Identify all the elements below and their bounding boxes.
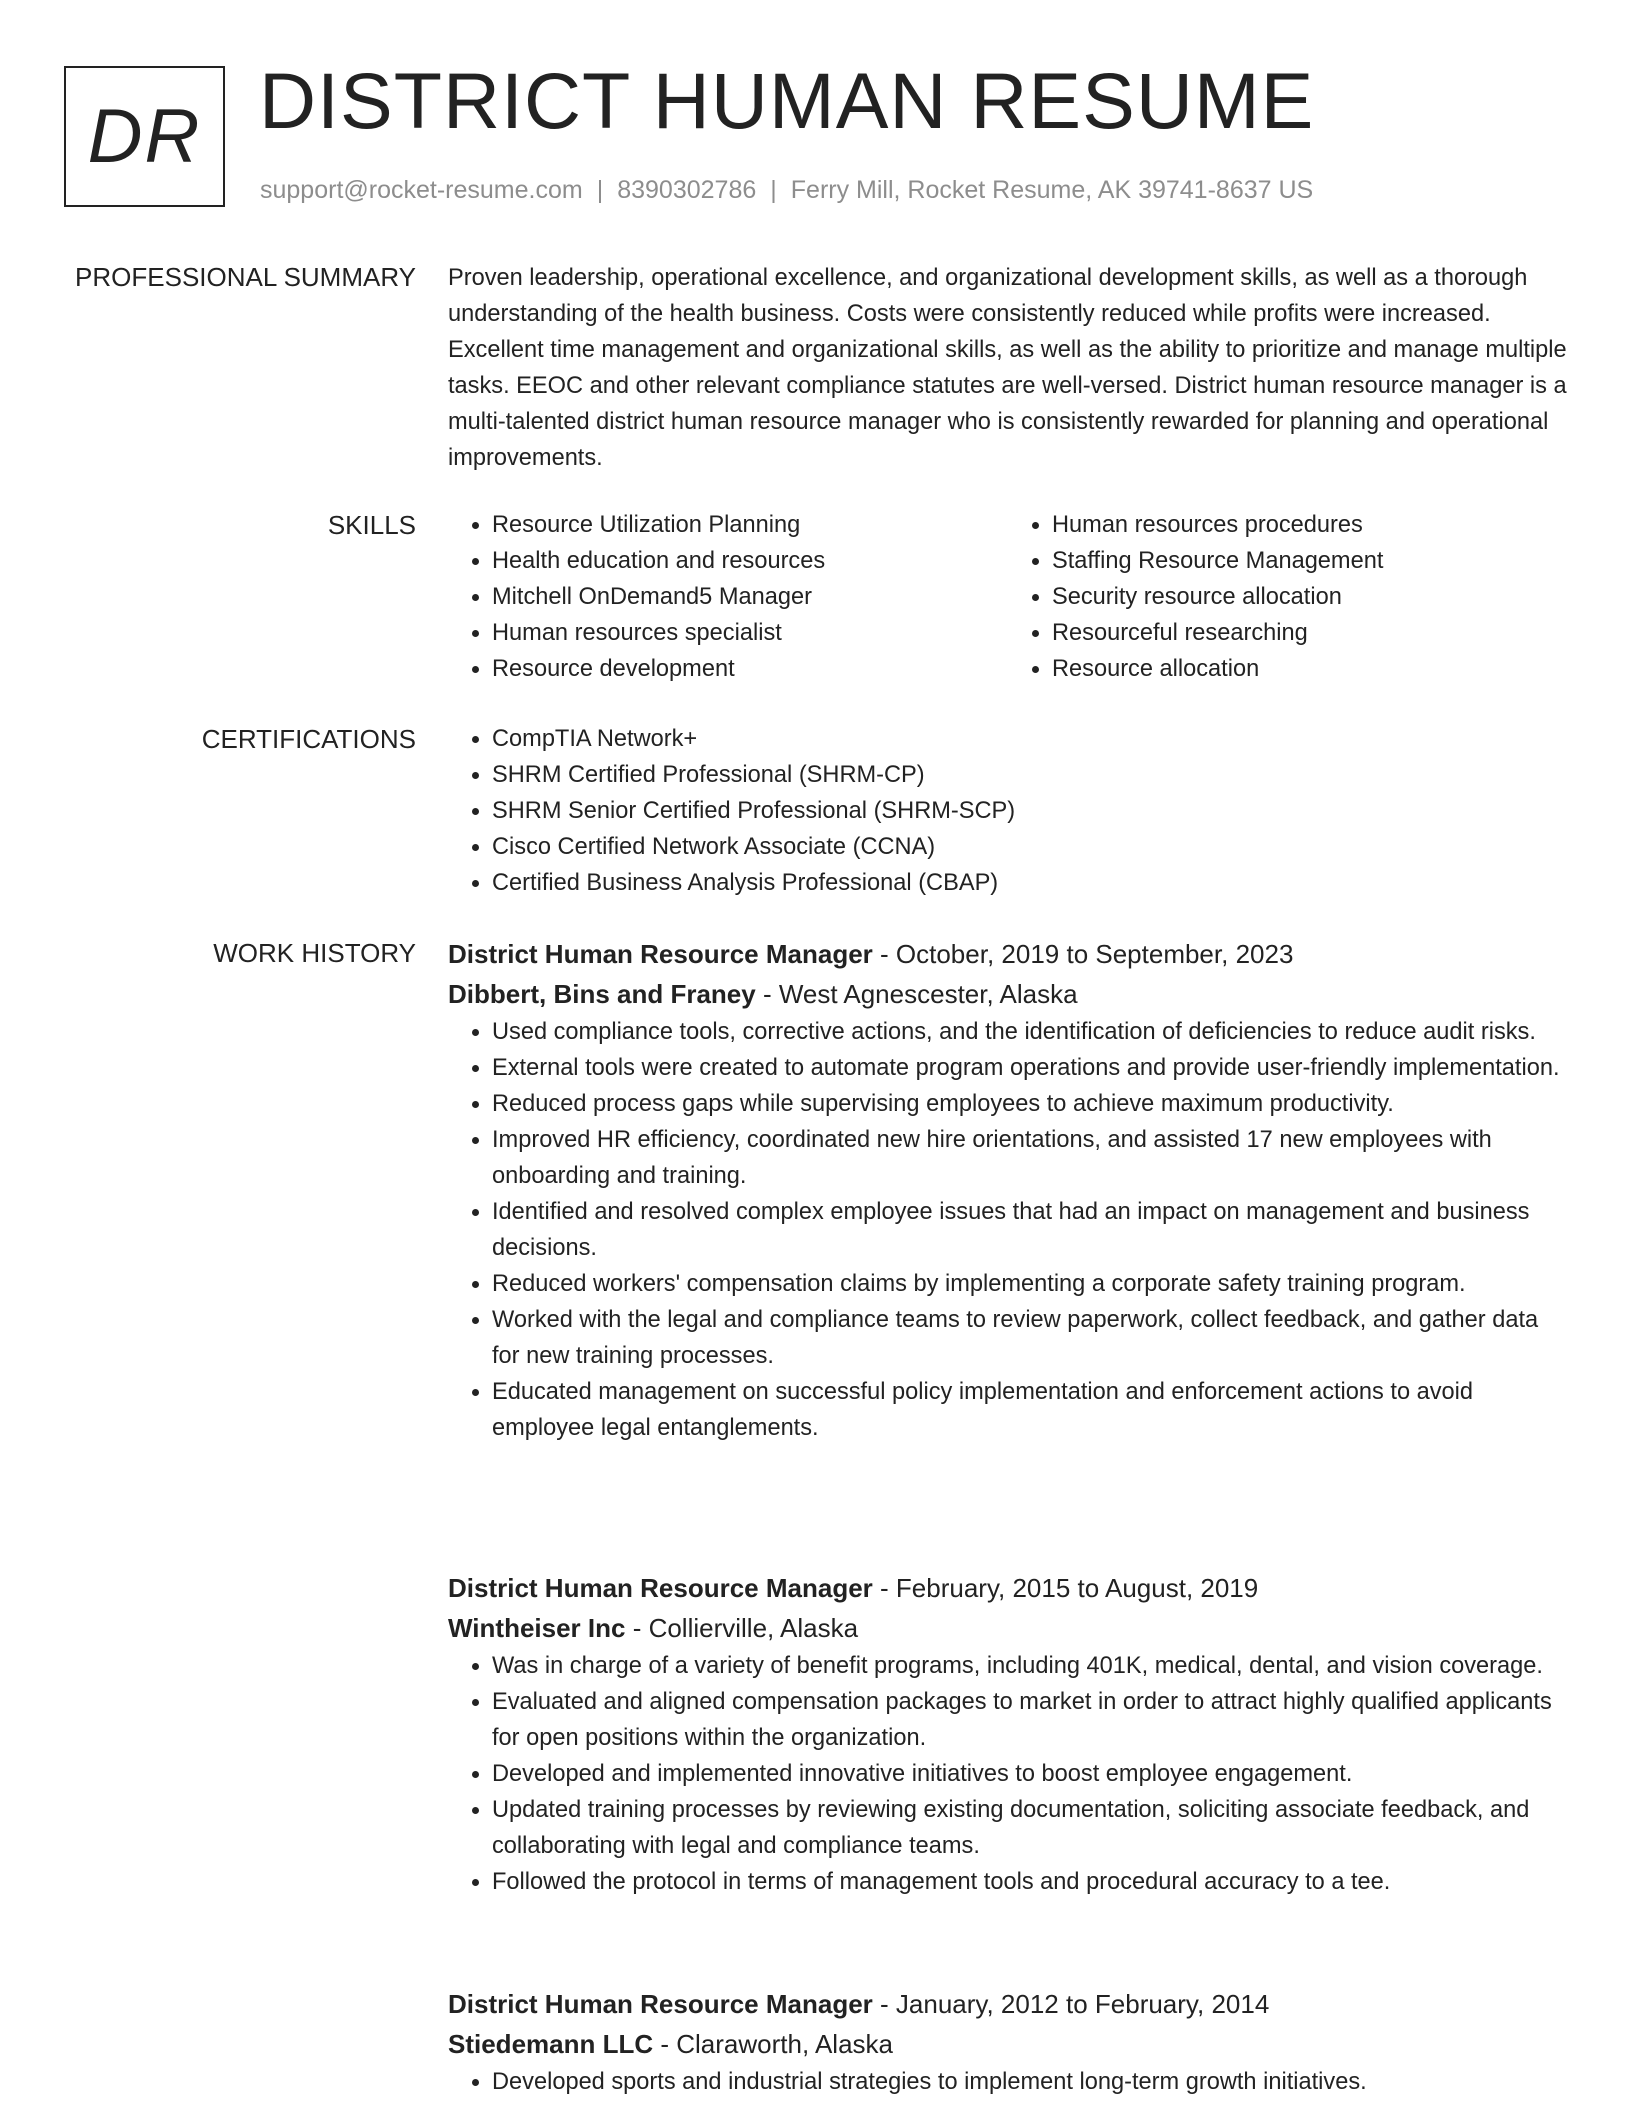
job-bullets <box>448 1014 1568 1446</box>
job-title-line <box>448 934 1568 974</box>
job-location: - West Agnescester, Alaska <box>755 979 1078 1009</box>
certification-item: • Certified Business Analysis Professional (CBAP) <box>492 865 1568 901</box>
skill-item: • Resource development <box>492 651 1008 687</box>
job-title: District Human Resource Manager <box>448 1989 873 2019</box>
skill-item: • Health education and resources <box>492 543 1008 579</box>
contact-email: support@rocket-resume.com <box>260 176 583 204</box>
certifications-section <box>448 721 1568 901</box>
job-bullet: • Developed and implemented innovative initiatives to boost employee engagement. <box>492 1756 1568 1792</box>
skills-label: SKILLS <box>327 510 416 540</box>
job-bullet: • External tools were created to automate program operations and provide user-friendly implementation. <box>492 1050 1568 1086</box>
certifications-list <box>448 721 1568 901</box>
work-history-label: WORK HISTORY <box>213 938 416 968</box>
skills-list-left <box>448 507 1008 687</box>
contact-separator: | <box>770 176 777 204</box>
job-bullets <box>448 2064 1568 2100</box>
job-bullet: • Was in charge of a variety of benefit programs, including 401K, medical, dental, and vision coverage. <box>492 1648 1568 1684</box>
job-company-line <box>448 2024 1568 2064</box>
certification-item: • SHRM Certified Professional (SHRM-CP) <box>492 757 1568 793</box>
monogram-box <box>64 66 225 207</box>
job-bullet: • Used compliance tools, corrective actions, and the identification of deficiencies to reduce audit risks. <box>492 1014 1568 1050</box>
job-bullet: • Improved HR efficiency, coordinated new hire orientations, and assisted 17 new employees with onboarding and training. <box>492 1122 1568 1194</box>
skill-item: • Resource Utilization Planning <box>492 507 1008 543</box>
job-title: District Human Resource Manager <box>448 1573 873 1603</box>
job-bullet: • Updated training processes by reviewing existing documentation, soliciting associate feedback, and collaborating with legal and compliance teams. <box>492 1792 1568 1864</box>
skill-item: • Resource allocation <box>1052 651 1568 687</box>
job-company-line <box>448 974 1568 1014</box>
job-bullet: • Educated management on successful policy implementation and enforcement actions to avoid employee legal entanglements. <box>492 1374 1568 1446</box>
job-title: District Human Resource Manager <box>448 939 873 969</box>
job-title-line <box>448 1568 1568 1608</box>
job-entry <box>448 934 1568 1446</box>
job-bullet: • Reduced process gaps while supervising employees to achieve maximum productivity. <box>492 1086 1568 1122</box>
contact-phone: 8390302786 <box>617 176 757 204</box>
job-bullet: • Reduced workers' compensation claims by implementing a corporate safety training program. <box>492 1266 1568 1302</box>
contact-line <box>260 176 1313 205</box>
job-entry <box>448 1568 1568 1900</box>
certification-item: • CompTIA Network+ <box>492 721 1568 757</box>
summary-text: Proven leadership, operational excellence, and organizational development skills, as well as a thorough understanding of the health business. Costs were consistently reduced while profits were increased. Excellent time management and organizational skills, as well as the ability to prioritize and manage multiple tasks. EEOC and other relevant compliance statutes are well-versed. District human resource manager is a multi-talented district human resource manager who is consistently rewarded for planning and operational improvements. <box>448 265 1567 471</box>
monogram-initials: DR <box>87 94 202 179</box>
job-bullet: • Developed sports and industrial strategies to implement long-term growth initiatives. <box>492 2064 1568 2100</box>
job-company-line <box>448 1608 1568 1648</box>
skill-item: • Staffing Resource Management <box>1052 543 1568 579</box>
job-bullet: • Identified and resolved complex employee issues that had an impact on management and business decisions. <box>492 1194 1568 1266</box>
certification-item: • SHRM Senior Certified Professional (SHRM-SCP) <box>492 793 1568 829</box>
skills-list-right <box>1008 507 1568 687</box>
job-company: Stiedemann LLC <box>448 2029 654 2059</box>
certification-item: • Cisco Certified Network Associate (CCNA) <box>492 829 1568 865</box>
skill-item: • Security resource allocation <box>1052 579 1568 615</box>
skills-section <box>448 507 1568 687</box>
job-dates: - January, 2012 to February, 2014 <box>872 1989 1270 2019</box>
skills-grid <box>448 507 1568 687</box>
job-bullets <box>448 1648 1568 1900</box>
contact-separator: | <box>596 176 604 204</box>
contact-address: Ferry Mill, Rocket Resume, AK 39741-8637 US <box>790 176 1314 204</box>
summary-section <box>448 260 1568 476</box>
job-bullet: • Evaluated and aligned compensation packages to market in order to attract highly qualified applicants for open positions within the organization. <box>492 1684 1568 1756</box>
skill-item: • Human resources procedures <box>1052 507 1568 543</box>
summary-label: PROFESSIONAL SUMMARY <box>75 262 416 292</box>
job-title-line <box>448 1984 1568 2024</box>
skill-item: • Mitchell OnDemand5 Manager <box>492 579 1008 615</box>
job-bullet: • Worked with the legal and compliance teams to review paperwork, collect feedback, and gather data for new training processes. <box>492 1302 1568 1374</box>
skill-item: • Human resources specialist <box>492 615 1008 651</box>
job-dates: - February, 2015 to August, 2019 <box>872 1573 1259 1603</box>
job-location: - Collierville, Alaska <box>625 1613 859 1643</box>
job-entry <box>448 1984 1568 2100</box>
resume-name: DISTRICT HUMAN RESUME <box>259 56 1315 145</box>
skill-item: • Resourceful researching <box>1052 615 1568 651</box>
job-company: Dibbert, Bins and Franey <box>448 979 756 1009</box>
job-dates: - October, 2019 to September, 2023 <box>872 939 1294 969</box>
job-company: Wintheiser Inc <box>448 1613 626 1643</box>
job-location: - Claraworth, Alaska <box>653 2029 894 2059</box>
job-bullet: • Followed the protocol in terms of management tools and procedural accuracy to a tee. <box>492 1864 1568 1900</box>
certifications-label: CERTIFICATIONS <box>201 724 416 754</box>
